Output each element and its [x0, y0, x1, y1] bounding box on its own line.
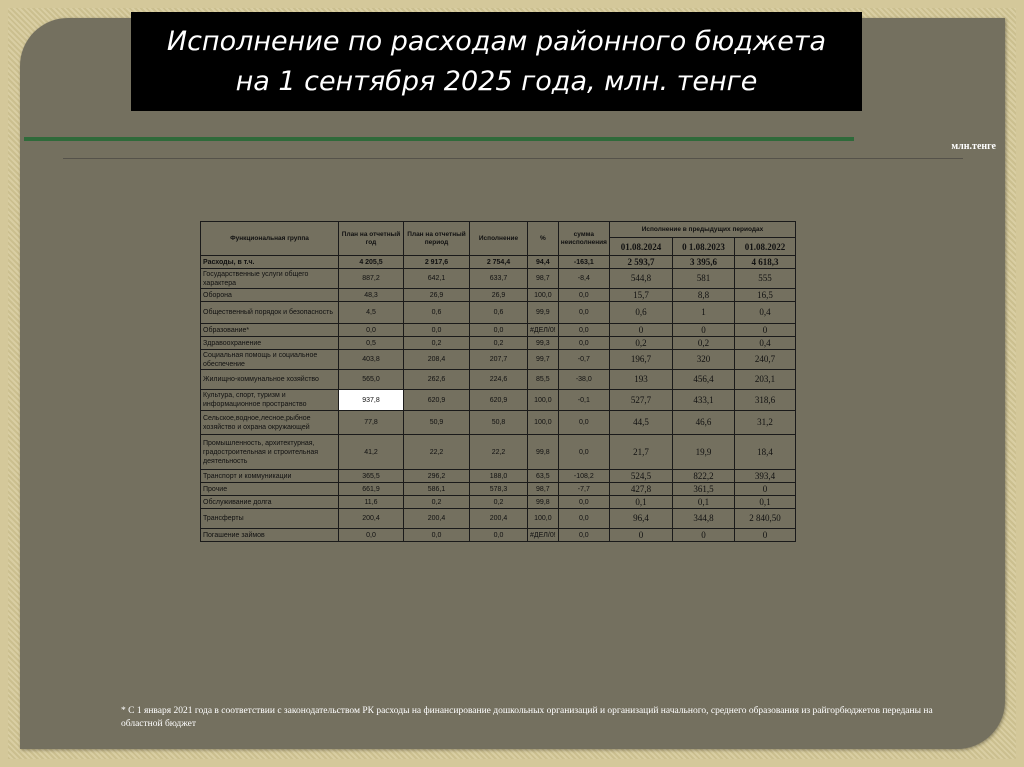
cell-p2023: 433,1 — [672, 390, 734, 411]
cell-percent: 100,0 — [528, 289, 559, 302]
cell-p2023: 822,2 — [672, 470, 734, 483]
cell-p2022: 0 — [734, 529, 795, 542]
cell-plan-year: 41,2 — [339, 435, 404, 470]
table-row — [201, 483, 796, 496]
cell-p2024: 193 — [609, 370, 672, 390]
cell-p2022: 0 — [734, 324, 795, 337]
cell-percent: 99,8 — [528, 435, 559, 470]
cell-p2024: 544,8 — [609, 269, 672, 289]
cell-p2023: 344,8 — [672, 509, 734, 529]
table-row — [201, 256, 796, 269]
cell-percent: 94,4 — [528, 256, 559, 269]
cell-plan-period: 0,0 — [404, 324, 470, 337]
cell-name: Культура, спорт, туризм и информационное пространство — [201, 390, 339, 411]
cell-p2023: 19,9 — [672, 435, 734, 470]
cell-name: Здравоохранение — [201, 337, 339, 350]
cell-name: Жилищно-коммунальное хозяйство — [201, 370, 339, 390]
cell-execution: 22,2 — [470, 435, 528, 470]
cell-p2022: 393,4 — [734, 470, 795, 483]
cell-percent: 100,0 — [528, 411, 559, 435]
unit-label: млн.тенге — [951, 141, 996, 152]
budget-table — [200, 221, 796, 542]
cell-plan-year: 365,5 — [339, 470, 404, 483]
cell-p2022: 318,6 — [734, 390, 795, 411]
cell-plan-year: 4 205,5 — [339, 256, 404, 269]
cell-execution: 0,0 — [470, 529, 528, 542]
cell-p2024: 0,2 — [609, 337, 672, 350]
cell-name: Социальная помощь и социальное обеспечение — [201, 350, 339, 370]
table-row — [201, 435, 796, 470]
cell-p2022: 31,2 — [734, 411, 795, 435]
cell-percent: 63,5 — [528, 470, 559, 483]
cell-p2023: 1 — [672, 302, 734, 324]
cell-p2024: 196,7 — [609, 350, 672, 370]
cell-name: Транспорт и коммуникации — [201, 470, 339, 483]
cell-p2024: 427,8 — [609, 483, 672, 496]
cell-p2023: 0,1 — [672, 496, 734, 509]
table-row — [201, 370, 796, 390]
cell-execution: 207,7 — [470, 350, 528, 370]
cell-plan-year: 0,5 — [339, 337, 404, 350]
cell-name: Сельское,водное,лесное,рыбное хозяйство и охрана окружающей — [201, 411, 339, 435]
cell-execution: 26,9 — [470, 289, 528, 302]
table-row — [201, 529, 796, 542]
cell-p2023: 361,5 — [672, 483, 734, 496]
cell-plan-year: 77,8 — [339, 411, 404, 435]
header-unexecuted: сумма неисполнения — [558, 222, 609, 256]
cell-plan-year: 565,0 — [339, 370, 404, 390]
cell-execution: 0,2 — [470, 337, 528, 350]
slide-title — [131, 12, 862, 111]
cell-unexecuted: 0,0 — [558, 496, 609, 509]
cell-unexecuted: -8,4 — [558, 269, 609, 289]
cell-plan-year: 11,6 — [339, 496, 404, 509]
budget-table-wrapper — [200, 221, 796, 542]
cell-unexecuted: 0,0 — [558, 324, 609, 337]
cell-plan-year: 0,0 — [339, 529, 404, 542]
cell-plan-year: 48,3 — [339, 289, 404, 302]
cell-p2022: 16,5 — [734, 289, 795, 302]
cell-p2022: 18,4 — [734, 435, 795, 470]
cell-percent: #ДЕЛ/0! — [528, 324, 559, 337]
table-row — [201, 509, 796, 529]
cell-p2024: 0,6 — [609, 302, 672, 324]
cell-plan-period: 0,6 — [404, 302, 470, 324]
cell-plan-period: 0,0 — [404, 529, 470, 542]
cell-percent: 99,7 — [528, 350, 559, 370]
cell-p2024: 527,7 — [609, 390, 672, 411]
cell-unexecuted: -108,2 — [558, 470, 609, 483]
cell-name: Общественный порядок и безопасность — [201, 302, 339, 324]
cell-execution: 620,9 — [470, 390, 528, 411]
cell-name: Образование* — [201, 324, 339, 337]
cell-unexecuted: 0,0 — [558, 435, 609, 470]
cell-percent: #ДЕЛ/0! — [528, 529, 559, 542]
cell-p2024: 0,1 — [609, 496, 672, 509]
cell-p2023: 0 — [672, 529, 734, 542]
cell-name: Прочие — [201, 483, 339, 496]
cell-plan-period: 22,2 — [404, 435, 470, 470]
header-previous: Исполнение в предыдущих периодах — [609, 222, 795, 238]
cell-p2022: 203,1 — [734, 370, 795, 390]
cell-unexecuted: 0,0 — [558, 411, 609, 435]
cell-execution: 50,8 — [470, 411, 528, 435]
table-row — [201, 496, 796, 509]
cell-plan-year: 200,4 — [339, 509, 404, 529]
cell-execution: 578,3 — [470, 483, 528, 496]
cell-plan-year: 4,5 — [339, 302, 404, 324]
cell-plan-period: 50,9 — [404, 411, 470, 435]
table-row — [201, 411, 796, 435]
cell-p2023: 320 — [672, 350, 734, 370]
cell-execution: 2 754,4 — [470, 256, 528, 269]
cell-percent: 98,7 — [528, 483, 559, 496]
cell-plan-period: 2 917,6 — [404, 256, 470, 269]
cell-plan-period: 200,4 — [404, 509, 470, 529]
cell-p2022: 240,7 — [734, 350, 795, 370]
cell-plan-year: 937,8 — [339, 390, 404, 411]
header-execution: Исполнение — [470, 222, 528, 256]
cell-percent: 98,7 — [528, 269, 559, 289]
cell-p2024: 21,7 — [609, 435, 672, 470]
cell-p2022: 2 840,50 — [734, 509, 795, 529]
cell-plan-year: 0,0 — [339, 324, 404, 337]
cell-plan-year: 661,9 — [339, 483, 404, 496]
title-line-1: Исполнение по расходам районного бюджета — [166, 25, 827, 57]
cell-plan-year: 887,2 — [339, 269, 404, 289]
cell-execution: 188,0 — [470, 470, 528, 483]
cell-p2024: 44,5 — [609, 411, 672, 435]
thin-divider — [63, 158, 963, 159]
cell-percent: 85,5 — [528, 370, 559, 390]
cell-plan-period: 208,4 — [404, 350, 470, 370]
header-prev-date: 0 1.08.2023 — [672, 238, 734, 256]
header-percent: % — [528, 222, 559, 256]
cell-unexecuted: 0,0 — [558, 337, 609, 350]
cell-p2022: 4 618,3 — [734, 256, 795, 269]
cell-unexecuted: 0,0 — [558, 302, 609, 324]
cell-p2023: 8,8 — [672, 289, 734, 302]
green-divider — [24, 137, 854, 141]
cell-name: Погашение займов — [201, 529, 339, 542]
header-plan-year: План на отчетный год — [339, 222, 404, 256]
cell-p2022: 0 — [734, 483, 795, 496]
table-row — [201, 390, 796, 411]
cell-percent: 99,8 — [528, 496, 559, 509]
cell-name: Обслуживание долга — [201, 496, 339, 509]
cell-p2022: 0,4 — [734, 302, 795, 324]
cell-percent: 100,0 — [528, 509, 559, 529]
cell-p2024: 0 — [609, 324, 672, 337]
cell-unexecuted: -0,1 — [558, 390, 609, 411]
cell-plan-period: 0,2 — [404, 496, 470, 509]
header-prev-date: 01.08.2022 — [734, 238, 795, 256]
table-body — [201, 256, 796, 542]
header-group: Функциональная группа — [201, 222, 339, 256]
cell-execution: 633,7 — [470, 269, 528, 289]
cell-percent: 99,3 — [528, 337, 559, 350]
cell-name: Трансферты — [201, 509, 339, 529]
cell-unexecuted: -38,0 — [558, 370, 609, 390]
cell-name: Расходы, в т.ч. — [201, 256, 339, 269]
cell-execution: 0,6 — [470, 302, 528, 324]
table-row — [201, 302, 796, 324]
cell-name: Оборона — [201, 289, 339, 302]
cell-unexecuted: -7,7 — [558, 483, 609, 496]
cell-execution: 0,0 — [470, 324, 528, 337]
cell-p2022: 555 — [734, 269, 795, 289]
cell-unexecuted: 0,0 — [558, 529, 609, 542]
cell-p2024: 2 593,7 — [609, 256, 672, 269]
cell-unexecuted: -0,7 — [558, 350, 609, 370]
title-line-2: на 1 сентября 2025 года, млн. тенге — [235, 65, 758, 97]
cell-plan-period: 26,9 — [404, 289, 470, 302]
cell-execution: 200,4 — [470, 509, 528, 529]
cell-plan-period: 586,1 — [404, 483, 470, 496]
cell-p2023: 0,2 — [672, 337, 734, 350]
cell-execution: 0,2 — [470, 496, 528, 509]
cell-percent: 99,9 — [528, 302, 559, 324]
cell-p2022: 0,1 — [734, 496, 795, 509]
cell-p2023: 581 — [672, 269, 734, 289]
cell-percent: 100,0 — [528, 390, 559, 411]
cell-unexecuted: 0,0 — [558, 289, 609, 302]
cell-unexecuted: -163,1 — [558, 256, 609, 269]
cell-name: Промышленность, архитектурная, градостроительная и строительная деятельность — [201, 435, 339, 470]
cell-p2024: 96,4 — [609, 509, 672, 529]
table-row — [201, 337, 796, 350]
cell-name: Государственные услуги общего характера — [201, 269, 339, 289]
cell-p2023: 0 — [672, 324, 734, 337]
cell-p2022: 0,4 — [734, 337, 795, 350]
cell-p2023: 46,6 — [672, 411, 734, 435]
table-row — [201, 269, 796, 289]
table-row — [201, 470, 796, 483]
cell-execution: 224,6 — [470, 370, 528, 390]
cell-plan-period: 642,1 — [404, 269, 470, 289]
footnote: * С 1 января 2021 года в соответствии с законодательством РК расходы на финансирование дошкольных организаций и организаций начального, среднего образования из райгорбюджетов переданы на областной бюджет — [121, 706, 933, 729]
cell-p2024: 524,5 — [609, 470, 672, 483]
table-row — [201, 289, 796, 302]
cell-p2024: 0 — [609, 529, 672, 542]
cell-plan-period: 620,9 — [404, 390, 470, 411]
header-plan-period: План на отчетный период — [404, 222, 470, 256]
header-prev-date: 01.08.2024 — [609, 238, 672, 256]
table-row — [201, 350, 796, 370]
cell-p2023: 3 395,6 — [672, 256, 734, 269]
cell-unexecuted: 0,0 — [558, 509, 609, 529]
cell-p2024: 15,7 — [609, 289, 672, 302]
cell-plan-period: 262,6 — [404, 370, 470, 390]
cell-plan-period: 296,2 — [404, 470, 470, 483]
cell-plan-year: 403,8 — [339, 350, 404, 370]
cell-p2023: 456,4 — [672, 370, 734, 390]
table-row — [201, 324, 796, 337]
cell-plan-period: 0,2 — [404, 337, 470, 350]
